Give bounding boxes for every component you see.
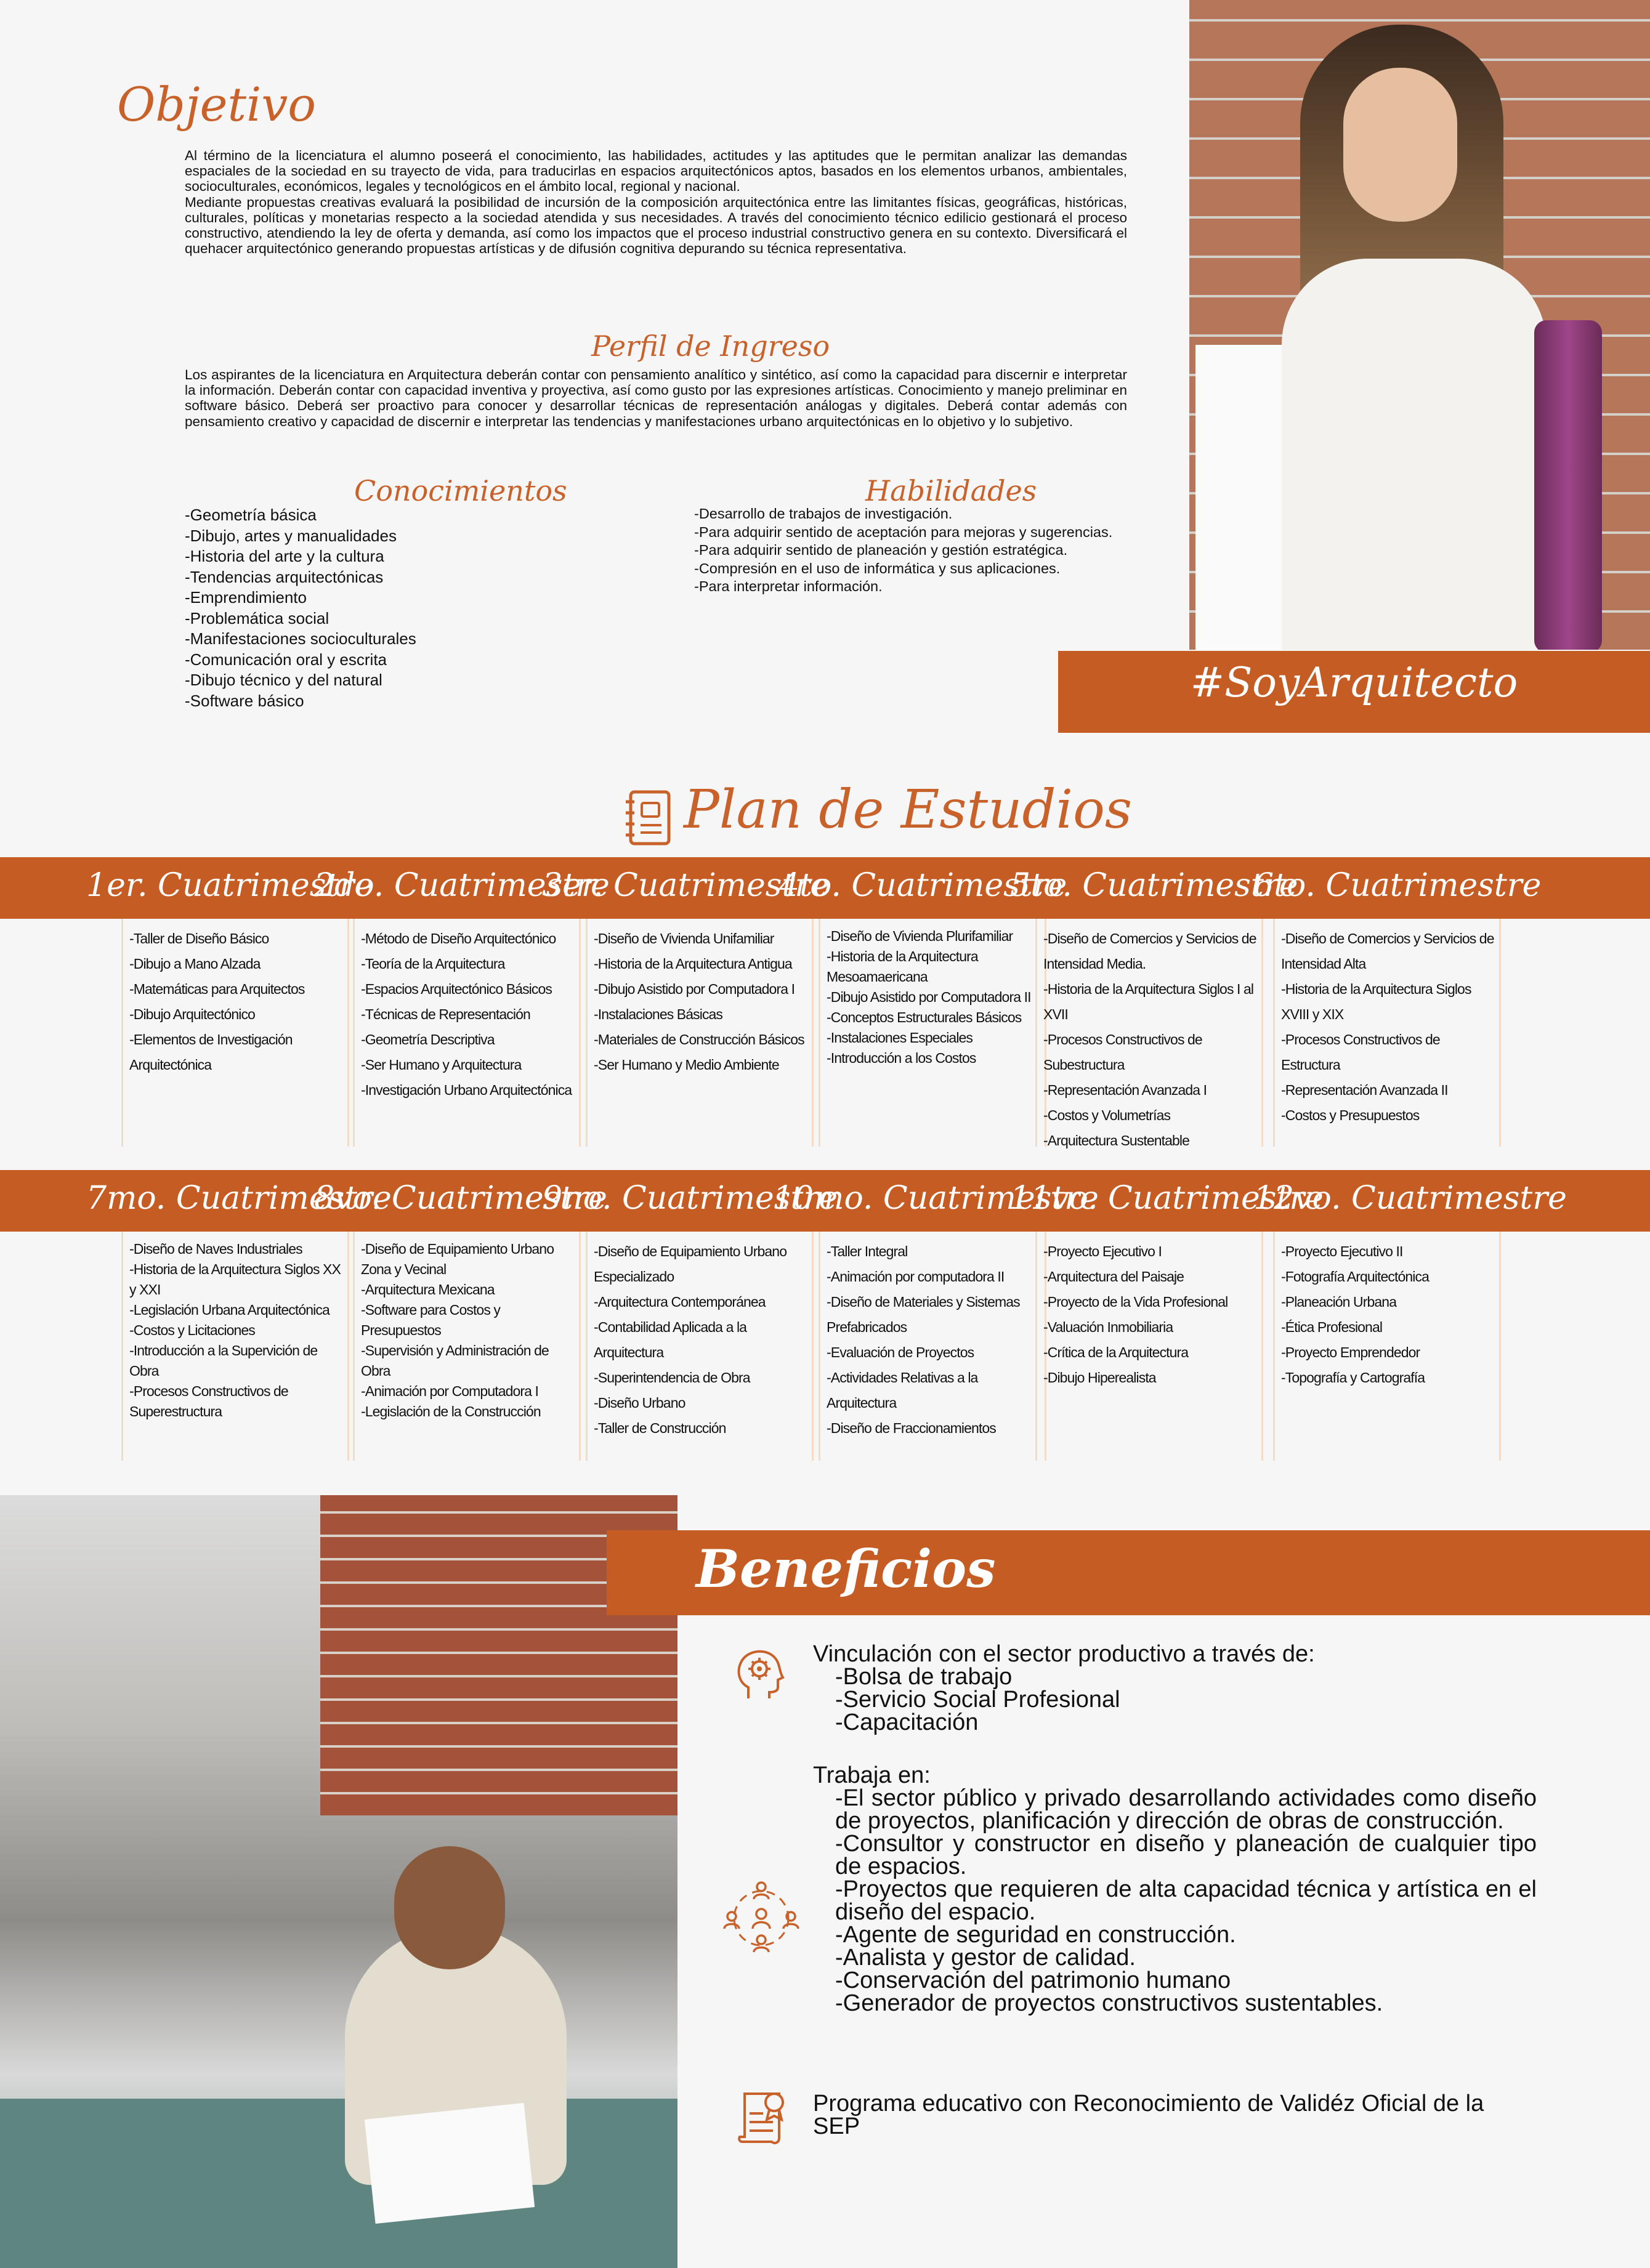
semester-heading: 4to. Cuatrimestre xyxy=(779,867,1067,904)
list-item: -Superintendencia de Obra xyxy=(594,1370,750,1386)
list-item: -Bolsa de trabajo xyxy=(835,1664,1013,1690)
list-item: -Ser Humano y Medio Ambiente xyxy=(594,1057,779,1073)
list-item: -Dibujo Asistido por Computadora II xyxy=(827,989,1031,1005)
list-item: -Costos y Volumetrías xyxy=(1043,1107,1171,1123)
list-item: -Historia de la Arquitectura Siglos XVIII y XIX xyxy=(1281,981,1471,1022)
list-item: -Diseño de Comercios y Servicios de Intensidad Alta xyxy=(1281,930,1494,972)
list-item: -Ser Humano y Arquitectura xyxy=(361,1057,522,1073)
semester-column xyxy=(353,1232,581,1461)
semester-column xyxy=(121,1232,349,1461)
list-item: -Historia de la Arquitectura Siglos I al XVII xyxy=(1043,981,1254,1022)
list-item: -Taller Integral xyxy=(827,1243,908,1259)
list-item: -Introducción a los Costos xyxy=(827,1050,976,1066)
list-item: -Comunicación oral y escrita xyxy=(185,650,387,669)
list-item: -Introducción a la Supervición de Obra xyxy=(129,1342,318,1379)
classroom-photo xyxy=(0,1495,677,2268)
list-item: -Taller de Diseño Básico xyxy=(129,930,269,946)
head-gear-icon xyxy=(730,1644,789,1703)
list-item: -Manifestaciones socioculturales xyxy=(185,629,416,648)
list-item: -Evaluación de Proyectos xyxy=(827,1344,974,1360)
list-item: -Dibujo a Mano Alzada xyxy=(129,956,261,972)
semester-column xyxy=(1273,1232,1501,1461)
list-item: -Diseño de Equipamiento Urbano Zona y Vecinal xyxy=(361,1241,554,1277)
semester-column xyxy=(586,919,814,1147)
list-item: -Desarrollo de trabajos de investigación. xyxy=(694,506,953,522)
list-item: -Software básico xyxy=(185,691,304,710)
list-item: -Arquitectura del Paisaje xyxy=(1043,1269,1184,1285)
list-item: -Ética Profesional xyxy=(1281,1319,1383,1335)
semester-band-2 xyxy=(0,1170,1650,1232)
list-item: -Diseño de Comercios y Servicios de Intensidad Media. xyxy=(1043,930,1256,972)
vinculacion-title: Vinculación con el sector productivo a través de: xyxy=(813,1641,1315,1667)
conocimientos-list xyxy=(185,505,505,711)
list-item: -Capacitación xyxy=(835,1709,979,1735)
semester-heading: 5to. Cuatrimestre xyxy=(1010,867,1298,904)
list-item: -Arquitectura Contemporánea xyxy=(594,1294,766,1310)
list-item: -Historia de la Arquitectura Siglos XX y XXI xyxy=(129,1261,341,1297)
rvoe-text: Programa educativo con Reconocimiento de Validéz Oficial de la SEP xyxy=(813,2091,1484,2139)
list-item: -Teoría de la Arquitectura xyxy=(361,956,505,972)
semester-heading: 8vo. Cuatrimestre xyxy=(314,1180,607,1217)
perfil-body: Los aspirantes de la licenciatura en Arquitectura deberán contar con pensamiento analítico y sintético, así como la capacidad para discernir e interpretar la información. Deberán contar con capacidad inventiva y proyectiva, así como gusto por las expresiones artísticas. Conocimiento y manejo preliminar en software básico. Deberá ser proactivo para conocer y desarrollar técnicas de representación análogas y digitales. Deberá contar además con pensamiento creativo y capacidad de discernir e interpretar las tendencias y manifestaciones urbano arquitectónicas en lo objetivo y lo subjetivo. xyxy=(185,367,1127,429)
list-item: -Problemática social xyxy=(185,608,330,628)
list-item: -Legislación de la Construcción xyxy=(361,1403,541,1419)
list-item: -Matemáticas para Arquitectos xyxy=(129,981,305,997)
list-item: -Diseño de Vivienda Plurifamiliar xyxy=(827,928,1013,944)
beneficios-title: Beneficios xyxy=(696,1538,996,1599)
certificate-icon xyxy=(736,2089,791,2148)
list-item: -Materiales de Construcción Básicos xyxy=(594,1031,804,1047)
hashtag-text: #SoyArquitecto xyxy=(1190,659,1518,706)
list-item: -Proyecto Emprendedor xyxy=(1281,1344,1420,1360)
list-item: -Taller de Construcción xyxy=(594,1420,726,1436)
list-item: -Instalaciones Especiales xyxy=(827,1030,973,1046)
list-item: -Método de Diseño Arquitectónico xyxy=(361,930,556,946)
list-item: -Dibujo Hiperealista xyxy=(1043,1370,1156,1386)
semester-heading: 6to. Cuatrimestre xyxy=(1253,867,1542,904)
list-item: -Historia de la Arquitectura Antigua xyxy=(594,956,792,972)
list-item: -Procesos Constructivos de Estructura xyxy=(1281,1031,1440,1073)
plan-title: Plan de Estudios xyxy=(684,779,1132,841)
list-item: -Para interpretar información. xyxy=(694,578,883,594)
list-item: -Analista y gestor de calidad. xyxy=(835,1945,1136,1971)
list-item: -Crítica de la Arquitectura xyxy=(1043,1344,1189,1360)
semester-heading: 10mo. Cuatrimestre xyxy=(773,1180,1099,1217)
semester-heading: 3er. Cuatrimestre xyxy=(542,867,830,904)
list-item: -Arquitectura Sustentable xyxy=(1043,1132,1190,1148)
list-item: -Dibujo, artes y manualidades xyxy=(185,526,397,545)
list-item: -Elementos de Investigación Arquitectónica xyxy=(129,1031,293,1073)
list-item: -Costos y Licitaciones xyxy=(129,1322,255,1338)
objetivo-paragraph-1: Al término de la licenciatura el alumno poseerá el conocimiento, las habilidades, actitudes y las aptitudes que le permitan analizar las demandas espaciales de la sociedad en su trayecto de vida, para traducirlas en espacios arquitectónicos aptos, basados en los elementos urbanos, ambientales, socioculturales, económicos, legales y tecnológicos en el ámbito local, regional y nacional. xyxy=(185,148,1127,195)
list-item: -El sector público y privado desarrollando actividades como diseño de proyectos, planificación y dirección de obras de construcción. xyxy=(835,1785,1537,1834)
list-item: -Procesos Constructivos de Subestructura xyxy=(1043,1031,1202,1073)
perfil-title: Perfil de Ingreso xyxy=(591,329,830,363)
list-item: -Software para Costos y Presupuestos xyxy=(361,1302,501,1338)
list-item: -Actividades Relativas a la Arquitectura xyxy=(827,1370,978,1411)
conocimientos-title: Conocimientos xyxy=(354,474,567,507)
list-item: -Diseño de Vivienda Unifamiliar xyxy=(594,930,774,946)
list-item: -Investigación Urbano Arquitectónica xyxy=(361,1082,572,1098)
semester-column xyxy=(1035,1232,1263,1461)
list-item: -Conceptos Estructurales Básicos xyxy=(827,1009,1022,1025)
objetivo-title: Objetivo xyxy=(117,77,317,132)
list-item: -Arquitectura Mexicana xyxy=(361,1281,495,1297)
notebook-icon xyxy=(622,789,673,846)
objetivo-body xyxy=(185,148,1127,256)
list-item: -Espacios Arquitectónico Básicos xyxy=(361,981,552,997)
semester-heading: 9no. Cuatrimestre xyxy=(542,1180,838,1217)
list-item: -Diseño de Materiales y Sistemas Prefabricados xyxy=(827,1294,1020,1335)
semester-column xyxy=(1035,919,1263,1147)
list-item: -Historia de la Arquitectura Mesoamaericana xyxy=(827,948,978,985)
list-item: -Compresión en el uso de informática y sus aplicaciones. xyxy=(694,560,1061,576)
list-item: -Valuación Inmobiliaria xyxy=(1043,1319,1173,1335)
semester-heading: 2do. Cuatrimestre xyxy=(314,867,610,904)
list-item: -Geometría Descriptiva xyxy=(361,1031,495,1047)
list-item: -Diseño de Fraccionamientos xyxy=(827,1420,996,1436)
list-item: -Consultor y constructor en diseño y planeación de cualquier tipo de espacios. xyxy=(835,1831,1537,1879)
semester-band-1 xyxy=(0,857,1650,919)
list-item: -Diseño de Equipamiento Urbano Especializado xyxy=(594,1243,787,1285)
semester-column xyxy=(819,1232,1046,1461)
habilidades-list xyxy=(694,505,1128,596)
list-item: -Contabilidad Aplicada a la Arquitectura xyxy=(594,1319,747,1360)
list-item: -Tendencias arquitectónicas xyxy=(185,567,384,586)
semester-heading: 7mo. Cuatrimestre xyxy=(86,1180,392,1217)
list-item: -Costos y Presupuestos xyxy=(1281,1107,1420,1123)
list-item: -Representación Avanzada I xyxy=(1043,1082,1207,1098)
list-item: -Fotografía Arquitectónica xyxy=(1281,1269,1429,1285)
list-item: -Diseño de Naves Industriales xyxy=(129,1241,302,1257)
habilidades-title: Habilidades xyxy=(865,474,1037,507)
list-item: -Para adquirir sentido de planeación y gestión estratégica. xyxy=(694,542,1068,558)
objetivo-paragraph-2: Mediante propuestas creativas evaluará la posibilidad de incursión de la composición arquitectónica entre las limitantes físicas, geográficas, históricas, culturales, políticas y monetarias respecto a la sociedad atendida y sus necesidades. A través del conocimiento técnico edilicio gestionará el proceso constructivo, atendiendo la ley de oferta y demanda, así como los impactos que el proceso industrial constructivo genera en su contexto. Diversificará el quehacer arquitectónico generando propuestas artísticas y de difusión cognitiva depurando su técnica representativa. xyxy=(185,194,1127,257)
list-item: -Para adquirir sentido de aceptación para mejoras y sugerencias. xyxy=(694,523,1113,540)
list-item: -Historia del arte y la cultura xyxy=(185,547,384,565)
semester-heading: 1er. Cuatrimestre xyxy=(86,867,374,904)
people-network-icon xyxy=(719,1878,803,1958)
list-item: -Dibujo técnico y del natural xyxy=(185,671,382,689)
list-item: -Diseño Urbano xyxy=(594,1395,685,1411)
list-item: -Supervisión y Administración de Obra xyxy=(361,1342,549,1379)
list-item: -Proyecto Ejecutivo I xyxy=(1043,1243,1162,1259)
vinculacion-block xyxy=(813,1643,1537,1734)
list-item: -Dibujo Arquitectónico xyxy=(129,1006,255,1022)
semester-heading: 11vo. Cuatrimestre xyxy=(1010,1180,1324,1217)
list-item: -Proyecto de la Vida Profesional xyxy=(1043,1294,1228,1310)
list-item: -Generador de proyectos constructivos sustentables. xyxy=(835,1990,1383,2016)
semester-column xyxy=(586,1232,814,1461)
list-item: -Legislación Urbana Arquitectónica xyxy=(129,1302,330,1318)
list-item: -Agente de seguridad en construcción. xyxy=(835,1922,1236,1948)
list-item: -Conservación del patrimonio humano xyxy=(835,1967,1231,1993)
trabaja-title: Trabaja en: xyxy=(813,1762,931,1788)
list-item: -Proyectos que requieren de alta capacidad técnica y artística en el diseño del espacio. xyxy=(835,1876,1537,1925)
semester-column xyxy=(1273,919,1501,1147)
list-item: -Animación por Computadora I xyxy=(361,1383,539,1399)
semester-column xyxy=(121,919,349,1147)
list-item: -Técnicas de Representación xyxy=(361,1006,530,1022)
list-item: -Topografía y Cartografía xyxy=(1281,1370,1425,1386)
list-item: -Servicio Social Profesional xyxy=(835,1687,1120,1713)
student-photo xyxy=(1189,0,1650,650)
list-item: -Procesos Constructivos de Superestructura xyxy=(129,1383,288,1419)
list-item: -Animación por computadora II xyxy=(827,1269,1005,1285)
list-item: -Geometría básica xyxy=(185,506,317,524)
list-item: -Planeación Urbana xyxy=(1281,1294,1397,1310)
list-item: -Dibujo Asistido por Computadora I xyxy=(594,981,795,997)
list-item: -Representación Avanzada II xyxy=(1281,1082,1448,1098)
semester-heading: 12vo. Cuatrimestre xyxy=(1253,1180,1567,1217)
list-item: -Emprendimiento xyxy=(185,588,307,607)
list-item: -Instalaciones Básicas xyxy=(594,1006,723,1022)
semester-column xyxy=(819,919,1046,1147)
list-item: -Proyecto Ejecutivo II xyxy=(1281,1243,1403,1259)
trabaja-block xyxy=(813,1764,1537,2015)
semester-column xyxy=(353,919,581,1147)
